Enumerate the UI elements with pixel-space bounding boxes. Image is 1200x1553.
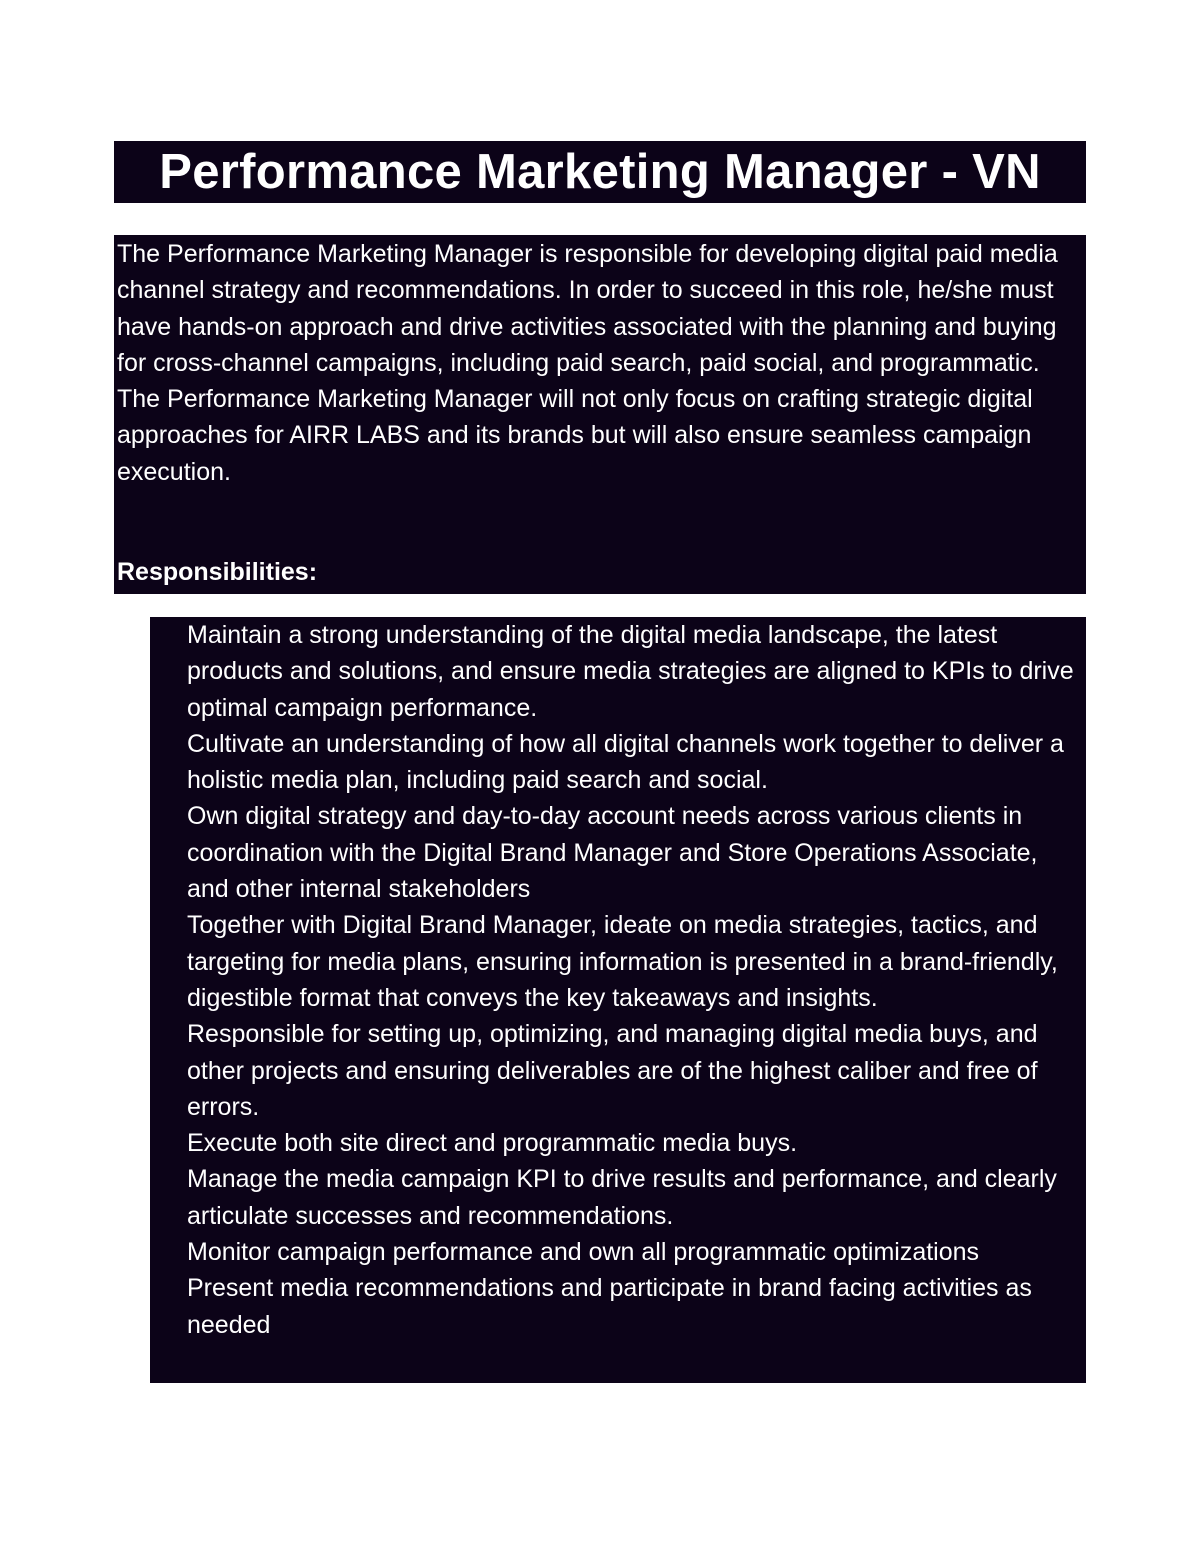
list-item: Manage the media campaign KPI to drive results and performance, and clearly articulate successes and recommendations.	[187, 1165, 1057, 1230]
title-banner	[114, 141, 1086, 203]
list-item: Own digital strategy and day-to-day account needs across various clients in coordination with the Digital Brand Manager and Store Operations Associate, and other internal stakeholders	[187, 802, 1038, 904]
list-item: Together with Digital Brand Manager, ideate on media strategies, tactics, and targeting for media plans, ensuring information is presented in a brand-friendly, digestible format that conveys the key takeaways and insights.	[187, 911, 1058, 1012]
page-title: Performance Marketing Manager - VN	[159, 144, 1041, 199]
list-item: Execute both site direct and programmatic media buys.	[187, 1129, 798, 1158]
intro-paragraph: The Performance Marketing Manager is responsible for developing digital paid media channel strategy and recommendations. In order to succeed in this role, he/she must have hands-on approach and drive activities associated with the planning and buying for cross-channel campaigns, including paid search, paid social, and programmatic. The Performance Marketing Manager will not only focus on crafting strategic digital approaches for AIRR LABS and its brands but will also ensure seamless campaign execution.	[117, 240, 1058, 486]
responsibilities-heading: Responsibilities:	[117, 558, 318, 586]
list-item: Monitor campaign performance and own all programmatic optimizations	[187, 1238, 980, 1267]
list-item: Cultivate an understanding of how all digital channels work together to deliver a holistic media plan, including paid search and social.	[187, 729, 1064, 795]
responsibilities-section	[150, 617, 1086, 1383]
intro-section	[114, 235, 1086, 594]
responsibilities-list	[187, 617, 1078, 1343]
list-item: Responsible for setting up, optimizing, and managing digital media buys, and other projects and ensuring deliverables are of the highest caliber and free of errors.	[187, 1020, 1038, 1121]
list-item: Maintain a strong understanding of the digital media landscape, the latest products and solutions, and ensure media strategies are aligned to KPIs to drive optimal campaign performance.	[187, 621, 1074, 722]
list-item: Present media recommendations and participate in brand facing activities as needed	[187, 1274, 1032, 1339]
